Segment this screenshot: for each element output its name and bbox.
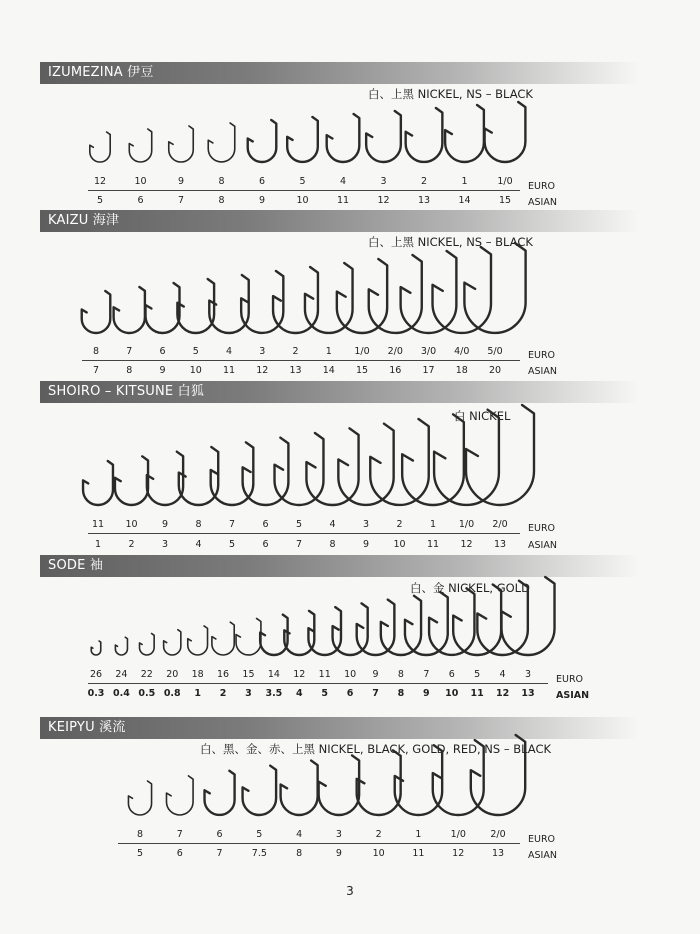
euro-size-label: 5 [192,346,199,357]
euro-size-label: 16 [217,669,230,680]
asian-size-label: 8 [126,365,133,376]
euro-size-label: 3 [380,176,387,187]
euro-size-label: 3 [524,669,532,680]
finish-label: 白、黑、金、赤、上黑 NICKEL, BLACK, GOLD, RED, NS – BLACK [200,742,552,756]
asian-size-label: 13 [493,539,507,550]
euro-tag: EURO [528,350,556,361]
asian-size-label: 10 [189,365,202,376]
euro-size-label: 5 [299,176,306,187]
asian-size-label: 13 [417,195,431,206]
asian-size-label: 9 [423,688,430,699]
euro-size-label: 18 [191,669,204,680]
asian-size-label: 6 [137,195,144,206]
asian-size-label: 0.8 [163,688,181,699]
euro-size-label: 3/0 [420,346,437,357]
hook-icon [128,781,151,815]
euro-size-label: 12 [293,669,306,680]
asian-size-label: 8 [329,539,336,550]
asian-size-label: 7 [216,848,223,859]
asian-tag: ASIAN [528,366,557,377]
asian-size-label: 16 [389,365,402,376]
asian-size-label: 9 [362,539,370,550]
euro-size-label: 2 [396,519,403,530]
finish-label: 白、上黑 NICKEL, NS – BLACK [368,235,533,249]
asian-size-label: 11 [222,365,236,376]
asian-size-label: 4 [195,539,202,550]
euro-size-label: 5 [474,669,481,680]
finish-label: 白、金 NICKEL, GOLD [410,581,530,595]
asian-size-label: 7 [177,195,185,206]
asian-size-label: 7.5 [251,848,267,859]
euro-size-label: 4 [339,176,347,187]
asian-size-label: 14 [458,195,471,206]
hook-icon [166,776,193,815]
euro-size-label: 7 [423,669,430,680]
euro-size-label: 15 [242,669,255,680]
euro-size-label: 1 [325,346,332,357]
euro-size-label: 6 [159,346,166,357]
asian-size-label: 0.4 [112,688,130,699]
hook-icon [319,755,359,815]
asian-size-label: 1 [94,539,102,550]
asian-size-label: 15 [498,195,512,206]
euro-size-label: 22 [140,669,153,680]
asian-size-label: 6 [176,848,183,859]
asian-size-label: 13 [289,365,302,376]
hook-icon [205,771,235,815]
euro-size-label: 9 [372,669,379,680]
section-title: KAIZU 海津 [40,210,640,232]
asian-size-row [0,848,700,862]
asian-size-label: 1 [194,688,201,699]
euro-size-label: 1/0 [354,346,370,357]
asian-size-label: 8 [397,688,405,699]
euro-size-label: 4 [296,829,303,840]
euro-size-label: 8 [136,829,144,840]
euro-size-label: 1/0 [497,176,513,187]
asian-size-label: 7 [295,539,303,550]
euro-size-label: 12 [93,176,107,187]
euro-size-label: 1 [415,829,422,840]
section-title: SHOIRO – KITSUNE 白狐 [40,381,640,403]
asian-size-label: 7 [92,365,100,376]
euro-tag: EURO [528,834,556,845]
euro-size-label: 11 [318,669,331,680]
euro-size-label: 6 [216,829,223,840]
asian-size-label: 18 [455,365,468,376]
asian-size-label: 17 [422,365,435,376]
asian-size-label: 15 [355,365,369,376]
asian-size-label: 12 [452,848,465,859]
asian-size-label: 3 [161,539,169,550]
euro-size-label: 8 [92,346,100,357]
euro-size-label: 10 [125,519,138,530]
asian-size-label: 10 [372,848,385,859]
euro-size-label: 3 [335,829,342,840]
euro-size-label: 2 [292,346,299,357]
euro-size-label: 8 [195,519,202,530]
euro-size-label: 4 [499,669,506,680]
asian-size-label: 14 [322,365,335,376]
asian-tag: ASIAN [528,197,557,208]
euro-size-label: 1/0 [450,829,466,840]
asian-size-label: 5 [228,539,236,550]
euro-size-label: 2/0 [387,346,403,357]
euro-tag: EURO [528,181,556,192]
euro-size-label: 7 [126,346,133,357]
hook-icon [281,761,318,815]
section-title: SODE 袖 [40,555,640,577]
asian-size-label: 12 [377,195,390,206]
euro-size-label: 10 [344,669,357,680]
asian-size-label: 10 [445,688,459,699]
asian-size-label: 5 [96,195,104,206]
euro-size-label: 7 [176,829,183,840]
asian-size-label: 9 [159,365,166,376]
asian-tag: ASIAN [528,540,557,551]
euro-tag: EURO [556,674,584,685]
section-title: KEIPYU 溪流 [40,717,640,739]
euro-size-label: 8 [397,669,404,680]
euro-size-label: 2/0 [492,519,508,530]
euro-size-label: 26 [89,669,103,680]
asian-size-label: 11 [426,539,440,550]
asian-size-label: 8 [296,848,303,859]
euro-size-label: 1 [461,176,468,187]
euro-size-label: 2/0 [490,829,506,840]
asian-size-label: 5 [321,688,329,699]
asian-size-label: 11 [412,848,425,859]
asian-size-label: 9 [258,195,266,206]
asian-size-label: 9 [335,848,342,859]
divider [118,843,520,844]
asian-size-label: 10 [393,539,406,550]
asian-tag: ASIAN [556,690,590,701]
hook-icon [243,766,277,815]
asian-size-label: 8 [218,195,225,206]
euro-size-label: 24 [115,669,128,680]
euro-size-label: 5 [295,519,303,530]
euro-tag: EURO [528,523,556,534]
asian-size-label: 20 [488,365,502,376]
asian-size-label: 11 [336,195,350,206]
euro-size-label: 2 [420,176,428,187]
asian-size-label: 7 [372,688,379,699]
asian-size-label: 13 [491,848,505,859]
euro-size-label: 4/0 [454,346,470,357]
finish-label: 白、上黑 NICKEL, NS – BLACK [368,87,533,101]
euro-size-label: 6 [448,669,455,680]
asian-size-label: 4 [295,688,303,699]
euro-size-label: 7 [228,519,236,530]
asian-size-label: 0.3 [87,688,105,699]
finish-label: 白 NICKEL [454,409,511,423]
asian-size-label: 3.5 [265,688,283,699]
euro-size-label: 5/0 [487,346,503,357]
asian-size-label: 2 [219,688,227,699]
asian-size-label: 3 [245,688,252,699]
euro-size-label: 2 [375,829,382,840]
asian-size-label: 6 [346,688,354,699]
euro-size-label: 14 [267,669,280,680]
asian-tag: ASIAN [528,850,557,861]
euro-size-label: 5 [256,829,263,840]
euro-size-label: 4 [329,519,336,530]
asian-size-label: 13 [521,688,535,699]
page-number: 3 [346,884,354,898]
euro-size-label: 8 [218,176,225,187]
asian-size-label: 12 [256,365,269,376]
euro-size-label: 6 [262,519,269,530]
euro-size-label: 3 [362,519,370,530]
euro-size-label: 10 [134,176,147,187]
euro-size-label: 3 [259,346,266,357]
asian-size-label: 0.5 [138,688,156,699]
asian-size-label: 6 [262,539,269,550]
asian-size-label: 5 [136,848,144,859]
asian-size-label: 10 [296,195,309,206]
asian-size-label: 2 [128,539,135,550]
euro-size-label: 9 [161,519,169,530]
euro-size-label: 4 [225,346,233,357]
euro-size-label: 20 [166,669,179,680]
euro-size-row [0,829,700,843]
euro-size-label: 11 [91,519,105,530]
asian-size-label: 12 [495,688,510,699]
euro-size-label: 1 [429,519,437,530]
asian-size-label: 11 [470,688,484,699]
euro-size-label: 1/0 [458,519,475,530]
euro-size-label: 9 [177,176,185,187]
asian-size-label: 12 [460,539,473,550]
section-title: IZUMEZINA 伊豆 [40,62,640,84]
euro-size-label: 6 [258,176,266,187]
